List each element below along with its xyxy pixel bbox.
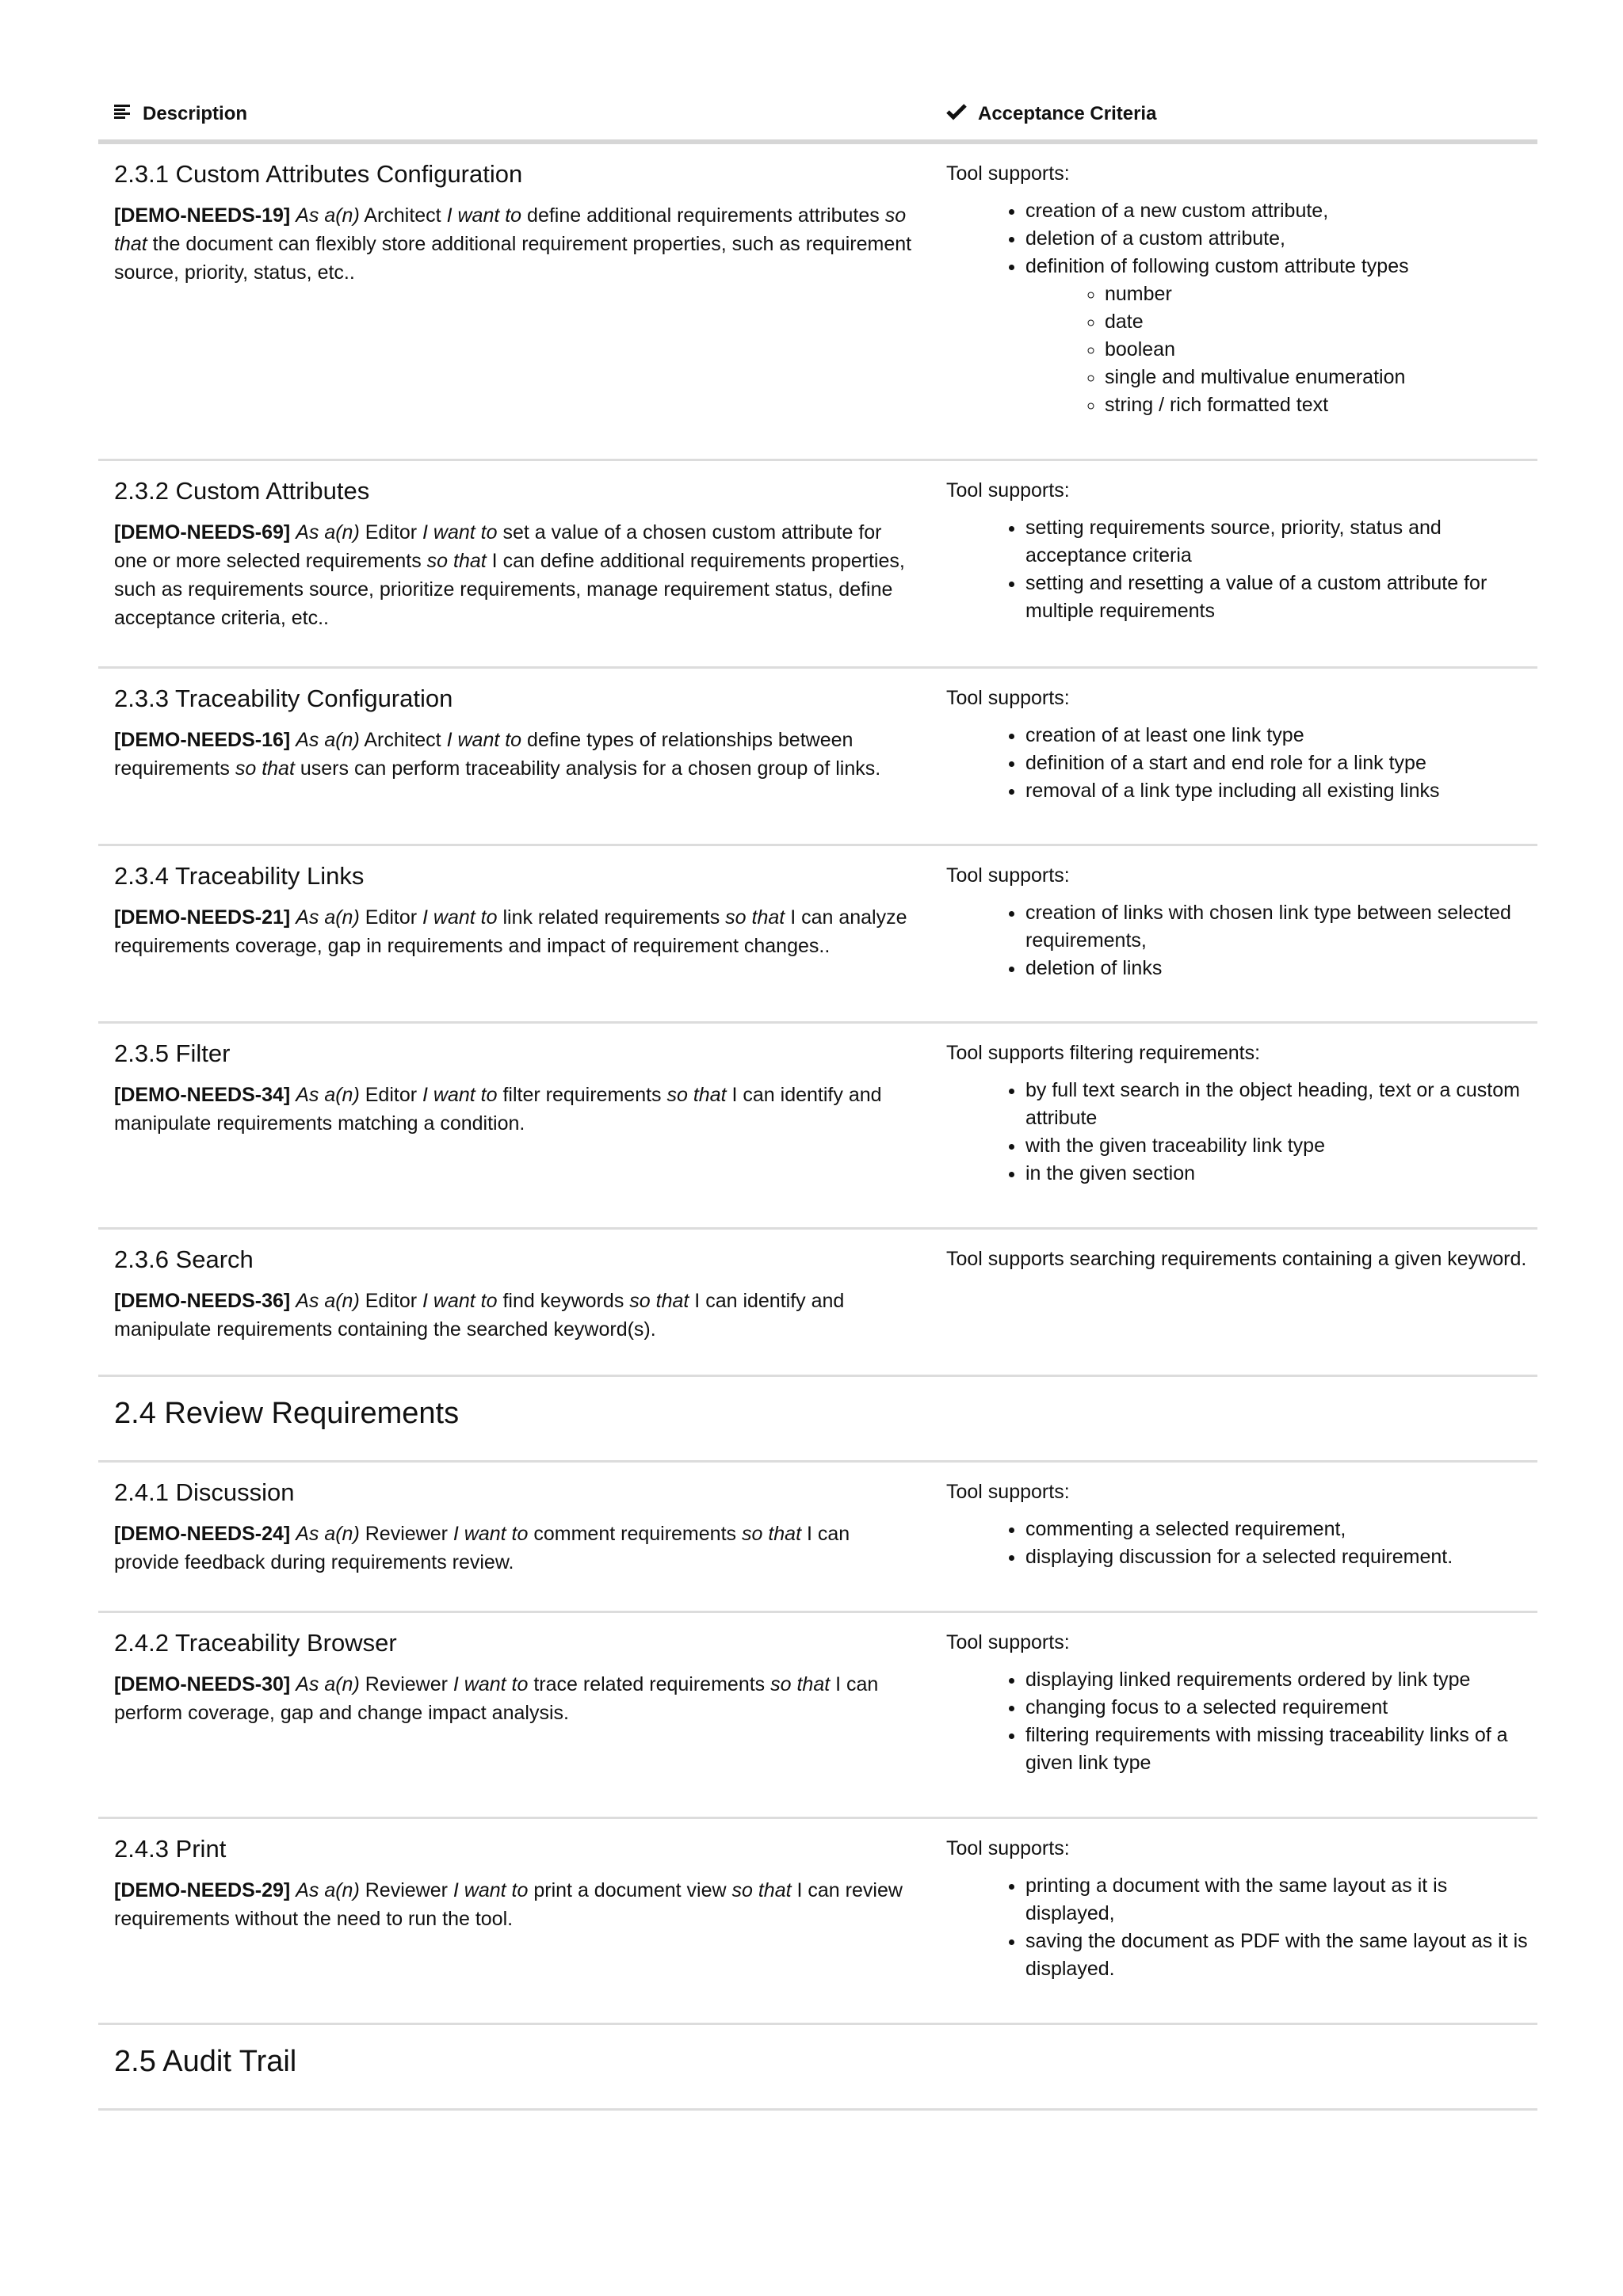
acceptance-criteria [930, 846, 1537, 1021]
criteria-item-text: setting requirements source, priority, status and acceptance criteria [1025, 517, 1442, 566]
story-as: As a(n) [296, 1523, 360, 1545]
criteria-intro: Tool supports: [946, 1631, 1070, 1653]
requirement-heading: 2.3.6 Search [114, 1245, 254, 1273]
criteria-intro: Tool supports filtering requirements: [946, 1042, 1261, 1064]
story-want-label: I want to [422, 906, 498, 929]
criteria-intro: Tool supports: [946, 162, 1070, 185]
user-story [114, 201, 915, 287]
story-want-label: I want to [422, 1290, 498, 1312]
requirement-description [98, 144, 930, 459]
story-so-that: I can provide feedback during requirements review. [114, 1523, 850, 1573]
story-as: As a(n) [296, 204, 360, 227]
criteria-item-text: creation of links with chosen link type between selected requirements, [1025, 902, 1511, 952]
criteria-item [1025, 253, 1537, 419]
criteria-item [1025, 1077, 1537, 1132]
criteria-item [1025, 1516, 1537, 1543]
criteria-item-text: setting and resetting a value of a custom attribute for multiple requirements [1025, 572, 1487, 622]
requirement-row [98, 669, 1537, 846]
requirement-description [98, 1613, 930, 1817]
story-role: Architect [364, 204, 441, 227]
requirement-heading: 2.3.2 Custom Attributes [114, 477, 370, 505]
criteria-subitem: ◦ single and multivalue enumeration [1105, 364, 1537, 391]
section-heading: 2.4 Review Requirements [114, 1397, 460, 1430]
user-story [114, 1287, 915, 1344]
requirement-description [98, 1230, 930, 1375]
user-story [114, 1876, 915, 1933]
section-2-5-row [98, 2025, 1537, 2111]
story-want: define additional requirements attributes [527, 204, 880, 227]
requirement-description [98, 461, 930, 666]
story-role: Reviewer [365, 1523, 448, 1545]
align-left-icon [114, 103, 132, 125]
story-role: Editor [365, 1290, 418, 1312]
criteria-item [1025, 1132, 1537, 1160]
story-as: As a(n) [296, 1879, 360, 1901]
criteria-item-text: commenting a selected requirement, [1025, 1518, 1346, 1540]
criteria-item-text: deletion of links [1025, 957, 1163, 979]
requirement-row [98, 1613, 1537, 1819]
criteria-item-text: definition of following custom attribute types [1025, 255, 1409, 277]
user-story [114, 1520, 915, 1577]
requirement-id[interactable]: [DEMO-NEEDS-29] [114, 1879, 291, 1901]
criteria-item [1025, 1543, 1537, 1571]
story-want-label: I want to [422, 521, 498, 543]
story-want: filter requirements [502, 1084, 662, 1106]
requirement-id[interactable]: [DEMO-NEEDS-34] [114, 1084, 291, 1106]
acceptance-criteria [930, 1463, 1537, 1611]
criteria-subitem: ◦ date [1105, 308, 1537, 336]
requirement-description [98, 669, 930, 844]
story-so-label: so that [235, 757, 295, 780]
criteria-intro: Tool supports: [946, 479, 1070, 502]
requirement-id[interactable]: [DEMO-NEEDS-69] [114, 521, 291, 543]
criteria-item-text: creation of at least one link type [1025, 724, 1304, 746]
requirement-id[interactable]: [DEMO-NEEDS-30] [114, 1673, 291, 1695]
acceptance-criteria [930, 461, 1537, 666]
acceptance-criteria [930, 1819, 1537, 2023]
requirement-heading: 2.4.3 Print [114, 1835, 227, 1863]
criteria-item-text: printing a document with the same layout as it is displayed, [1025, 1875, 1448, 1924]
requirement-row [98, 1024, 1537, 1230]
criteria-sublist [1025, 280, 1537, 419]
criteria-item-text: changing focus to a selected requirement [1025, 1696, 1388, 1718]
criteria-item [1025, 197, 1537, 225]
requirement-id[interactable]: [DEMO-NEEDS-21] [114, 906, 291, 929]
story-role: Reviewer [365, 1879, 448, 1901]
requirement-description [98, 1819, 930, 2023]
story-as: As a(n) [296, 906, 360, 929]
story-so-label: so that [770, 1673, 831, 1695]
criteria-subitem: ◦ string / rich formatted text [1105, 391, 1537, 419]
requirement-heading: 2.3.3 Traceability Configuration [114, 685, 453, 712]
user-story [114, 726, 915, 783]
requirement-id[interactable]: [DEMO-NEEDS-36] [114, 1290, 291, 1312]
story-so-that: I can review requirements without the need to run the tool. [114, 1879, 903, 1930]
user-story [114, 903, 915, 960]
story-role: Editor [365, 906, 418, 929]
story-so-that: I can define additional requirements properties, such as requirements source, prioritize requirements, manage requirement status, define acceptance criteria, etc.. [114, 550, 905, 629]
story-as: As a(n) [296, 1084, 360, 1106]
story-want-label: I want to [422, 1084, 498, 1106]
description-header-label: Description [143, 103, 248, 124]
check-icon [946, 103, 967, 126]
criteria-list [946, 1077, 1537, 1188]
acceptance-criteria [930, 669, 1537, 844]
criteria-item [1025, 1872, 1537, 1928]
story-so-label: so that [426, 550, 487, 572]
criteria-list [946, 197, 1537, 419]
criteria-item-text: in the given section [1025, 1162, 1196, 1184]
story-as: As a(n) [296, 521, 360, 543]
story-want-label: I want to [446, 729, 522, 751]
criteria-item-text: displaying discussion for a selected requirement. [1025, 1546, 1453, 1568]
story-want-label: I want to [446, 204, 522, 227]
criteria-item-text: deletion of a custom attribute, [1025, 227, 1285, 250]
requirement-heading: 2.3.1 Custom Attributes Configuration [114, 160, 523, 188]
story-want-label: I want to [453, 1523, 529, 1545]
story-role: Editor [365, 521, 418, 543]
story-so-that: users can perform traceability analysis for a chosen group of links. [300, 757, 881, 780]
story-role: Reviewer [365, 1673, 448, 1695]
story-so-label: so that [725, 906, 785, 929]
requirement-id[interactable]: [DEMO-NEEDS-16] [114, 729, 291, 751]
requirement-heading: 2.3.5 Filter [114, 1039, 231, 1067]
requirement-description [98, 1024, 930, 1227]
criteria-list [946, 722, 1537, 805]
criteria-intro: Tool supports searching requirements containing a given keyword. [946, 1248, 1527, 1270]
criteria-intro: Tool supports: [946, 687, 1070, 709]
criteria-item [1025, 1666, 1537, 1694]
story-role: Editor [365, 1084, 418, 1106]
story-so-that: I can identify and manipulate requirements containing the searched keyword(s). [114, 1290, 845, 1341]
criteria-item [1025, 722, 1537, 749]
criteria-item [1025, 899, 1537, 955]
requirement-row [98, 1819, 1537, 2025]
story-so-label: so that [629, 1290, 689, 1312]
criteria-intro: Tool supports: [946, 864, 1070, 887]
story-so-label: so that [731, 1879, 792, 1901]
requirement-row [98, 1463, 1537, 1613]
requirement-row [98, 461, 1537, 669]
story-want-label: I want to [453, 1879, 529, 1901]
story-so-label: so that [741, 1523, 802, 1545]
criteria-item [1025, 514, 1537, 570]
criteria-item [1025, 225, 1537, 253]
criteria-column-header [930, 103, 1537, 126]
acceptance-criteria [930, 1024, 1537, 1227]
story-want: link related requirements [502, 906, 720, 929]
criteria-item-text: creation of a new custom attribute, [1025, 200, 1329, 222]
criteria-item [1025, 777, 1537, 805]
criteria-list [946, 514, 1537, 625]
requirement-row [98, 1230, 1537, 1377]
criteria-item [1025, 1722, 1537, 1777]
acceptance-criteria [930, 1613, 1537, 1817]
requirement-description [98, 846, 930, 1021]
table-header [98, 89, 1537, 144]
criteria-item-text: with the given traceability link type [1025, 1135, 1325, 1157]
criteria-item-text: displaying linked requirements ordered by link type [1025, 1669, 1471, 1691]
criteria-subitem: ◦ number [1105, 280, 1537, 308]
story-so-that: the document can flexibly store additional requirement properties, such as requirement source, priority, status, etc.. [114, 233, 912, 284]
criteria-item [1025, 1160, 1537, 1188]
requirement-heading: 2.4.2 Traceability Browser [114, 1629, 397, 1657]
requirement-row [98, 846, 1537, 1024]
acceptance-criteria [930, 1230, 1537, 1375]
story-want: define types of relationships between requirements [114, 729, 854, 780]
story-want-label: I want to [453, 1673, 529, 1695]
criteria-item-text: by full text search in the object heading, text or a custom attribute [1025, 1079, 1520, 1129]
criteria-list [946, 1666, 1537, 1777]
criteria-item [1025, 955, 1537, 982]
story-want: comment requirements [533, 1523, 737, 1545]
requirement-id[interactable]: [DEMO-NEEDS-19] [114, 204, 291, 227]
criteria-item-text: removal of a link type including all existing links [1025, 780, 1440, 802]
criteria-intro: Tool supports: [946, 1481, 1070, 1503]
story-so-that: I can identify and manipulate requirements matching a condition. [114, 1084, 882, 1135]
requirement-row [98, 144, 1537, 461]
user-story [114, 1670, 915, 1727]
section-heading: 2.5 Audit Trail [114, 2045, 297, 2078]
story-want: trace related requirements [533, 1673, 766, 1695]
story-want: set a value of a chosen custom attribute for one or more selected requirements [114, 521, 882, 572]
story-so-label: so that [114, 204, 907, 255]
criteria-item [1025, 570, 1537, 625]
requirement-heading: 2.3.4 Traceability Links [114, 862, 365, 890]
criteria-header-label: Acceptance Criteria [978, 103, 1157, 124]
criteria-item-text: definition of a start and end role for a link type [1025, 752, 1426, 774]
description-column-header [98, 103, 930, 125]
story-so-that: I can analyze requirements coverage, gap in requirements and impact of requirement changes.. [114, 906, 907, 957]
criteria-list [946, 899, 1537, 982]
story-want: find keywords [502, 1290, 624, 1312]
user-story [114, 518, 915, 632]
criteria-list [946, 1516, 1537, 1571]
criteria-list [946, 1872, 1537, 1983]
criteria-item [1025, 1694, 1537, 1722]
section-2-4-row [98, 1377, 1537, 1463]
criteria-item-text: filtering requirements with missing traceability links of a given link type [1025, 1724, 1508, 1774]
criteria-intro: Tool supports: [946, 1837, 1070, 1859]
acceptance-criteria [930, 144, 1537, 459]
criteria-item-text: saving the document as PDF with the same layout as it is displayed. [1025, 1930, 1528, 1980]
story-role: Architect [364, 729, 441, 751]
story-as: As a(n) [296, 1290, 360, 1312]
criteria-item [1025, 749, 1537, 777]
requirement-id[interactable]: [DEMO-NEEDS-24] [114, 1523, 291, 1545]
user-story [114, 1081, 915, 1138]
requirement-heading: 2.4.1 Discussion [114, 1478, 295, 1506]
story-so-label: so that [666, 1084, 727, 1106]
criteria-subitem: ◦ boolean [1105, 336, 1537, 364]
story-so-that: I can perform coverage, gap and change impact analysis. [114, 1673, 879, 1724]
story-as: As a(n) [296, 729, 360, 751]
criteria-item [1025, 1928, 1537, 1983]
story-want: print a document view [533, 1879, 727, 1901]
requirement-description [98, 1463, 930, 1611]
story-as: As a(n) [296, 1673, 360, 1695]
requirements-document [98, 89, 1537, 2111]
